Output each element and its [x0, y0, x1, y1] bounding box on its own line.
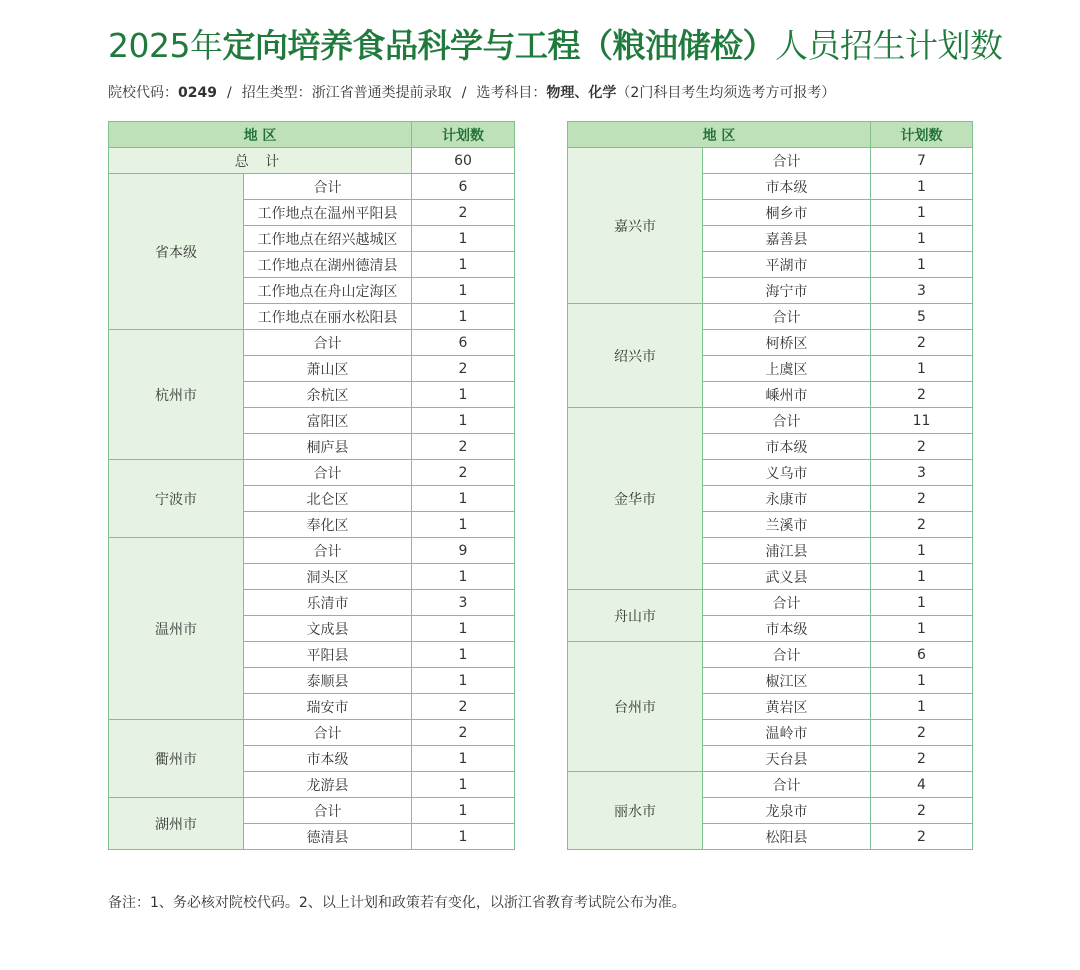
- plan-count: 1: [412, 564, 515, 590]
- subregion-name: 平阳县: [244, 642, 412, 668]
- subregion-name: 椒江区: [703, 668, 871, 694]
- subregion-name: 永康市: [703, 486, 871, 512]
- title-year: 2025年: [108, 26, 223, 65]
- total-count: 60: [412, 148, 515, 174]
- subregion-name: 桐乡市: [703, 200, 871, 226]
- subjects-label: 选考科目：: [476, 85, 547, 101]
- plan-count: 1: [871, 200, 973, 226]
- subjects-note: （2门科目考生均须选考方可报考）: [616, 85, 836, 101]
- subregion-name: 工作地点在丽水松阳县: [244, 304, 412, 330]
- subregion-name: 合计: [703, 304, 871, 330]
- subregion-name: 浦江县: [703, 538, 871, 564]
- region-name: 宁波市: [109, 460, 244, 538]
- plan-count: 1: [871, 616, 973, 642]
- subregion-name: 合计: [244, 330, 412, 356]
- subregion-name: 嵊州市: [703, 382, 871, 408]
- region-name: 绍兴市: [568, 304, 703, 408]
- plan-count: 1: [412, 252, 515, 278]
- plan-count: 11: [871, 408, 973, 434]
- plan-count: 1: [871, 226, 973, 252]
- plan-count: 6: [412, 330, 515, 356]
- subregion-name: 德清县: [244, 824, 412, 850]
- plan-count: 6: [412, 174, 515, 200]
- plan-count: 2: [412, 356, 515, 382]
- subjects: 物理、化学: [546, 85, 617, 101]
- plan-count: 1: [412, 304, 515, 330]
- header-count: 计划数: [871, 122, 973, 148]
- plan-count: 1: [871, 564, 973, 590]
- table-row: [568, 772, 973, 798]
- plan-count: 1: [412, 746, 515, 772]
- plan-count: 1: [412, 616, 515, 642]
- footnote: 备注：1、务必核对院校代码。2、以上计划和政策若有变化，以浙江省教育考试院公布为准。: [108, 895, 686, 911]
- plan-count: 1: [871, 538, 973, 564]
- subregion-name: 龙泉市: [703, 798, 871, 824]
- admission-info: [108, 82, 835, 104]
- plan-table-left: [108, 121, 515, 850]
- subregion-name: 工作地点在绍兴越城区: [244, 226, 412, 252]
- region-name: 杭州市: [109, 330, 244, 460]
- plan-count: 1: [412, 798, 515, 824]
- region-name: 衢州市: [109, 720, 244, 798]
- school-code: 0249: [178, 85, 217, 101]
- table-row: [109, 330, 515, 356]
- plan-count: 3: [412, 590, 515, 616]
- region-name: 金华市: [568, 408, 703, 590]
- plan-count: 9: [412, 538, 515, 564]
- title-suffix: 人员招生计划数: [774, 26, 1003, 65]
- subregion-name: 合计: [703, 408, 871, 434]
- table-row: [568, 148, 973, 174]
- subregion-name: 合计: [244, 460, 412, 486]
- plan-count: 1: [412, 772, 515, 798]
- region-name: 湖州市: [109, 798, 244, 850]
- subregion-name: 合计: [244, 174, 412, 200]
- table-row: [109, 798, 515, 824]
- plan-count: 1: [871, 356, 973, 382]
- subregion-name: 天台县: [703, 746, 871, 772]
- subregion-name: 合计: [244, 798, 412, 824]
- subregion-name: 松阳县: [703, 824, 871, 850]
- plan-count: 1: [412, 486, 515, 512]
- region-name: 舟山市: [568, 590, 703, 642]
- region-name: 台州市: [568, 642, 703, 772]
- table-row: [109, 538, 515, 564]
- plan-count: 1: [412, 226, 515, 252]
- header-count: 计划数: [412, 122, 515, 148]
- subregion-name: 富阳区: [244, 408, 412, 434]
- plan-count: 2: [412, 434, 515, 460]
- subregion-name: 平湖市: [703, 252, 871, 278]
- separator: /: [226, 85, 232, 101]
- table-row: [568, 408, 973, 434]
- subregion-name: 合计: [703, 772, 871, 798]
- subregion-name: 北仑区: [244, 486, 412, 512]
- total-row: [109, 148, 515, 174]
- subregion-name: 余杭区: [244, 382, 412, 408]
- subregion-name: 桐庐县: [244, 434, 412, 460]
- subregion-name: 泰顺县: [244, 668, 412, 694]
- region-name: 丽水市: [568, 772, 703, 850]
- subregion-name: 义乌市: [703, 460, 871, 486]
- plan-count: 1: [871, 590, 973, 616]
- table-row: [568, 304, 973, 330]
- subregion-name: 市本级: [703, 174, 871, 200]
- plan-count: 1: [412, 278, 515, 304]
- plan-count: 3: [871, 278, 973, 304]
- subregion-name: 奉化区: [244, 512, 412, 538]
- subregion-name: 兰溪市: [703, 512, 871, 538]
- plan-table-right: [567, 121, 973, 850]
- plan-count: 1: [412, 382, 515, 408]
- plan-count: 2: [412, 460, 515, 486]
- plan-count: 2: [871, 512, 973, 538]
- plan-count: 2: [871, 434, 973, 460]
- subregion-name: 合计: [244, 720, 412, 746]
- subregion-name: 工作地点在温州平阳县: [244, 200, 412, 226]
- admission-type: 浙江省普通类提前录取: [311, 85, 452, 101]
- subregion-name: 龙游县: [244, 772, 412, 798]
- subregion-name: 文成县: [244, 616, 412, 642]
- separator: /: [461, 85, 467, 101]
- plan-count: 2: [871, 486, 973, 512]
- plan-count: 2: [412, 694, 515, 720]
- plan-count: 5: [871, 304, 973, 330]
- subregion-name: 市本级: [244, 746, 412, 772]
- plan-count: 2: [871, 824, 973, 850]
- title-main: 定向培养食品科学与工程（粮油储检）: [222, 26, 775, 65]
- subregion-name: 黄岩区: [703, 694, 871, 720]
- subregion-name: 武义县: [703, 564, 871, 590]
- page-title: [108, 22, 1002, 70]
- plan-count: 4: [871, 772, 973, 798]
- plan-count: 2: [871, 746, 973, 772]
- region-name: 省本级: [109, 174, 244, 330]
- plan-count: 6: [871, 642, 973, 668]
- subregion-name: 嘉善县: [703, 226, 871, 252]
- table-header-row: [568, 122, 973, 148]
- plan-count: 1: [412, 408, 515, 434]
- subregion-name: 瑞安市: [244, 694, 412, 720]
- subregion-name: 温岭市: [703, 720, 871, 746]
- plan-count: 1: [871, 668, 973, 694]
- plan-count: 2: [871, 330, 973, 356]
- table-row: [109, 174, 515, 200]
- plan-count: 1: [412, 642, 515, 668]
- plan-count: 3: [871, 460, 973, 486]
- subregion-name: 萧山区: [244, 356, 412, 382]
- plan-count: 1: [871, 694, 973, 720]
- school-code-label: 院校代码：: [108, 85, 178, 101]
- subregion-name: 合计: [703, 642, 871, 668]
- table-row: [568, 642, 973, 668]
- plan-count: 2: [871, 720, 973, 746]
- plan-count: 1: [871, 252, 973, 278]
- total-label: 总 计: [109, 148, 412, 174]
- subregion-name: 合计: [703, 148, 871, 174]
- subregion-name: 工作地点在舟山定海区: [244, 278, 412, 304]
- subregion-name: 合计: [244, 538, 412, 564]
- subregion-name: 市本级: [703, 616, 871, 642]
- subregion-name: 洞头区: [244, 564, 412, 590]
- plan-count: 2: [871, 798, 973, 824]
- table-row: [109, 460, 515, 486]
- subregion-name: 工作地点在湖州德清县: [244, 252, 412, 278]
- table-row: [568, 590, 973, 616]
- subregion-name: 柯桥区: [703, 330, 871, 356]
- plan-count: 2: [412, 200, 515, 226]
- table-header-row: [109, 122, 515, 148]
- subregion-name: 海宁市: [703, 278, 871, 304]
- subregion-name: 市本级: [703, 434, 871, 460]
- plan-count: 2: [871, 382, 973, 408]
- header-region: 地 区: [568, 122, 871, 148]
- plan-count: 7: [871, 148, 973, 174]
- plan-count: 1: [412, 668, 515, 694]
- subregion-name: 合计: [703, 590, 871, 616]
- plan-count: 1: [412, 824, 515, 850]
- plan-count: 1: [871, 174, 973, 200]
- header-region: 地 区: [109, 122, 412, 148]
- subregion-name: 上虞区: [703, 356, 871, 382]
- admission-type-label: 招生类型：: [241, 85, 312, 101]
- subregion-name: 乐清市: [244, 590, 412, 616]
- plan-count: 1: [412, 512, 515, 538]
- region-name: 嘉兴市: [568, 148, 703, 304]
- plan-count: 2: [412, 720, 515, 746]
- region-name: 温州市: [109, 538, 244, 720]
- table-row: [109, 720, 515, 746]
